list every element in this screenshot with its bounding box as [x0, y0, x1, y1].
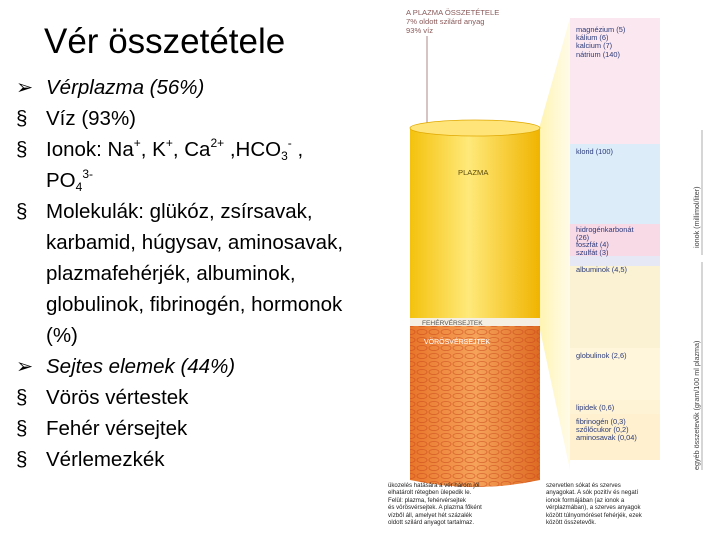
- list-item: [16, 72, 376, 103]
- segment-label: foszfát (4) szulfát (3): [576, 240, 609, 258]
- segment-label: albuminok (4,5): [576, 265, 627, 274]
- square-bullet-icon: §: [16, 448, 28, 471]
- list-item: [16, 134, 376, 196]
- square-bullet-icon: §: [16, 138, 28, 161]
- wbc-layer-label: FEHÉRVÉRSEJTEK: [422, 320, 483, 327]
- plasma-heading: Vérplazma (56%): [46, 76, 205, 99]
- square-bullet-icon: §: [16, 417, 28, 440]
- slide-title: Vér összetétele: [44, 22, 286, 61]
- plasma-composition-figure: [380, 0, 720, 540]
- square-bullet-icon: §: [16, 200, 28, 223]
- arrow-bullet-icon: ➢: [16, 355, 34, 378]
- water-text: Víz (93%): [46, 107, 136, 130]
- segment-label: lipidek (0,6): [576, 403, 615, 412]
- segment-label: fibrinogén (0,3) szőlőcukor (0,2) aminosavak (0,04): [576, 417, 637, 443]
- list-item: [16, 444, 376, 475]
- list-item: [16, 103, 376, 134]
- list-item: [16, 196, 376, 351]
- platelets-text: Vérlemezkék: [46, 448, 165, 471]
- rbc-layer-label: VÖRÖSVÉRSEJTEK: [424, 339, 491, 346]
- blood-tube-illustration: [380, 0, 720, 540]
- list-item: [16, 413, 376, 444]
- rbc-text: Vörös vértestek: [46, 386, 189, 409]
- figure-caption: szervetlen sókat és szerves anyagokat. A sók pozitív és negatí ionok formájában (az ionok a vérplazmában), a szerves anyagok között túlnyomóréset fehérjék, ezek között összetevők.: [546, 482, 642, 527]
- segment-albumin: [570, 266, 660, 348]
- side-axis-label: egyéb összetevők (gram/100 ml plazma): [692, 340, 701, 470]
- header-line: 7% oldott szilárd anyag: [406, 17, 485, 26]
- ions-text: Ionok: Na+, K+, $Ca^{2+}$ $,HCO_3^-$ , $PO_4^{3-}$: [46, 136, 304, 194]
- arrow-bullet-icon: ➢: [16, 76, 34, 99]
- header-line: 93% víz: [406, 26, 434, 35]
- segment-label: klorid (100): [576, 147, 613, 156]
- list-item: [16, 351, 376, 382]
- figure-caption: ükozelés hatására a vér három jól elhatárolt rétegben ülepedik le. Felül: plazma, fehérvérsejtek és vörösvérsejtek. A plazma főként vízből áll, amelyet hét százalék oldott szilárd anyagot tartalmaz.: [388, 482, 482, 527]
- wbc-text: Fehér vérsejtek: [46, 417, 188, 440]
- figure-header: [406, 8, 499, 35]
- side-axis-label: ionok (millimol/liter): [692, 186, 701, 248]
- molecules-text: Molekulák: glükóz, zsírsavak, karbamid, húgysav, aminosavak, plazmafehérjék, albuminok, globulinok, fibrinogén, hormonok (%): [46, 200, 344, 347]
- square-bullet-icon: §: [16, 386, 28, 409]
- plasma-layer-label: PLAZMA: [458, 168, 489, 177]
- bullet-list: [16, 72, 376, 475]
- segment-label: hidrogénkarbonát (26): [576, 225, 634, 243]
- list-item: [16, 382, 376, 413]
- segment-label: globulinok (2,6): [576, 351, 627, 360]
- square-bullet-icon: §: [16, 107, 28, 130]
- cells-heading: Sejtes elemek (44%): [46, 355, 236, 378]
- header-line: A PLAZMA ÖSSZETÉTELE: [406, 8, 500, 17]
- segment-label: magnézium (5) kálium (6) kalcium (7) nátrium (140): [576, 25, 626, 59]
